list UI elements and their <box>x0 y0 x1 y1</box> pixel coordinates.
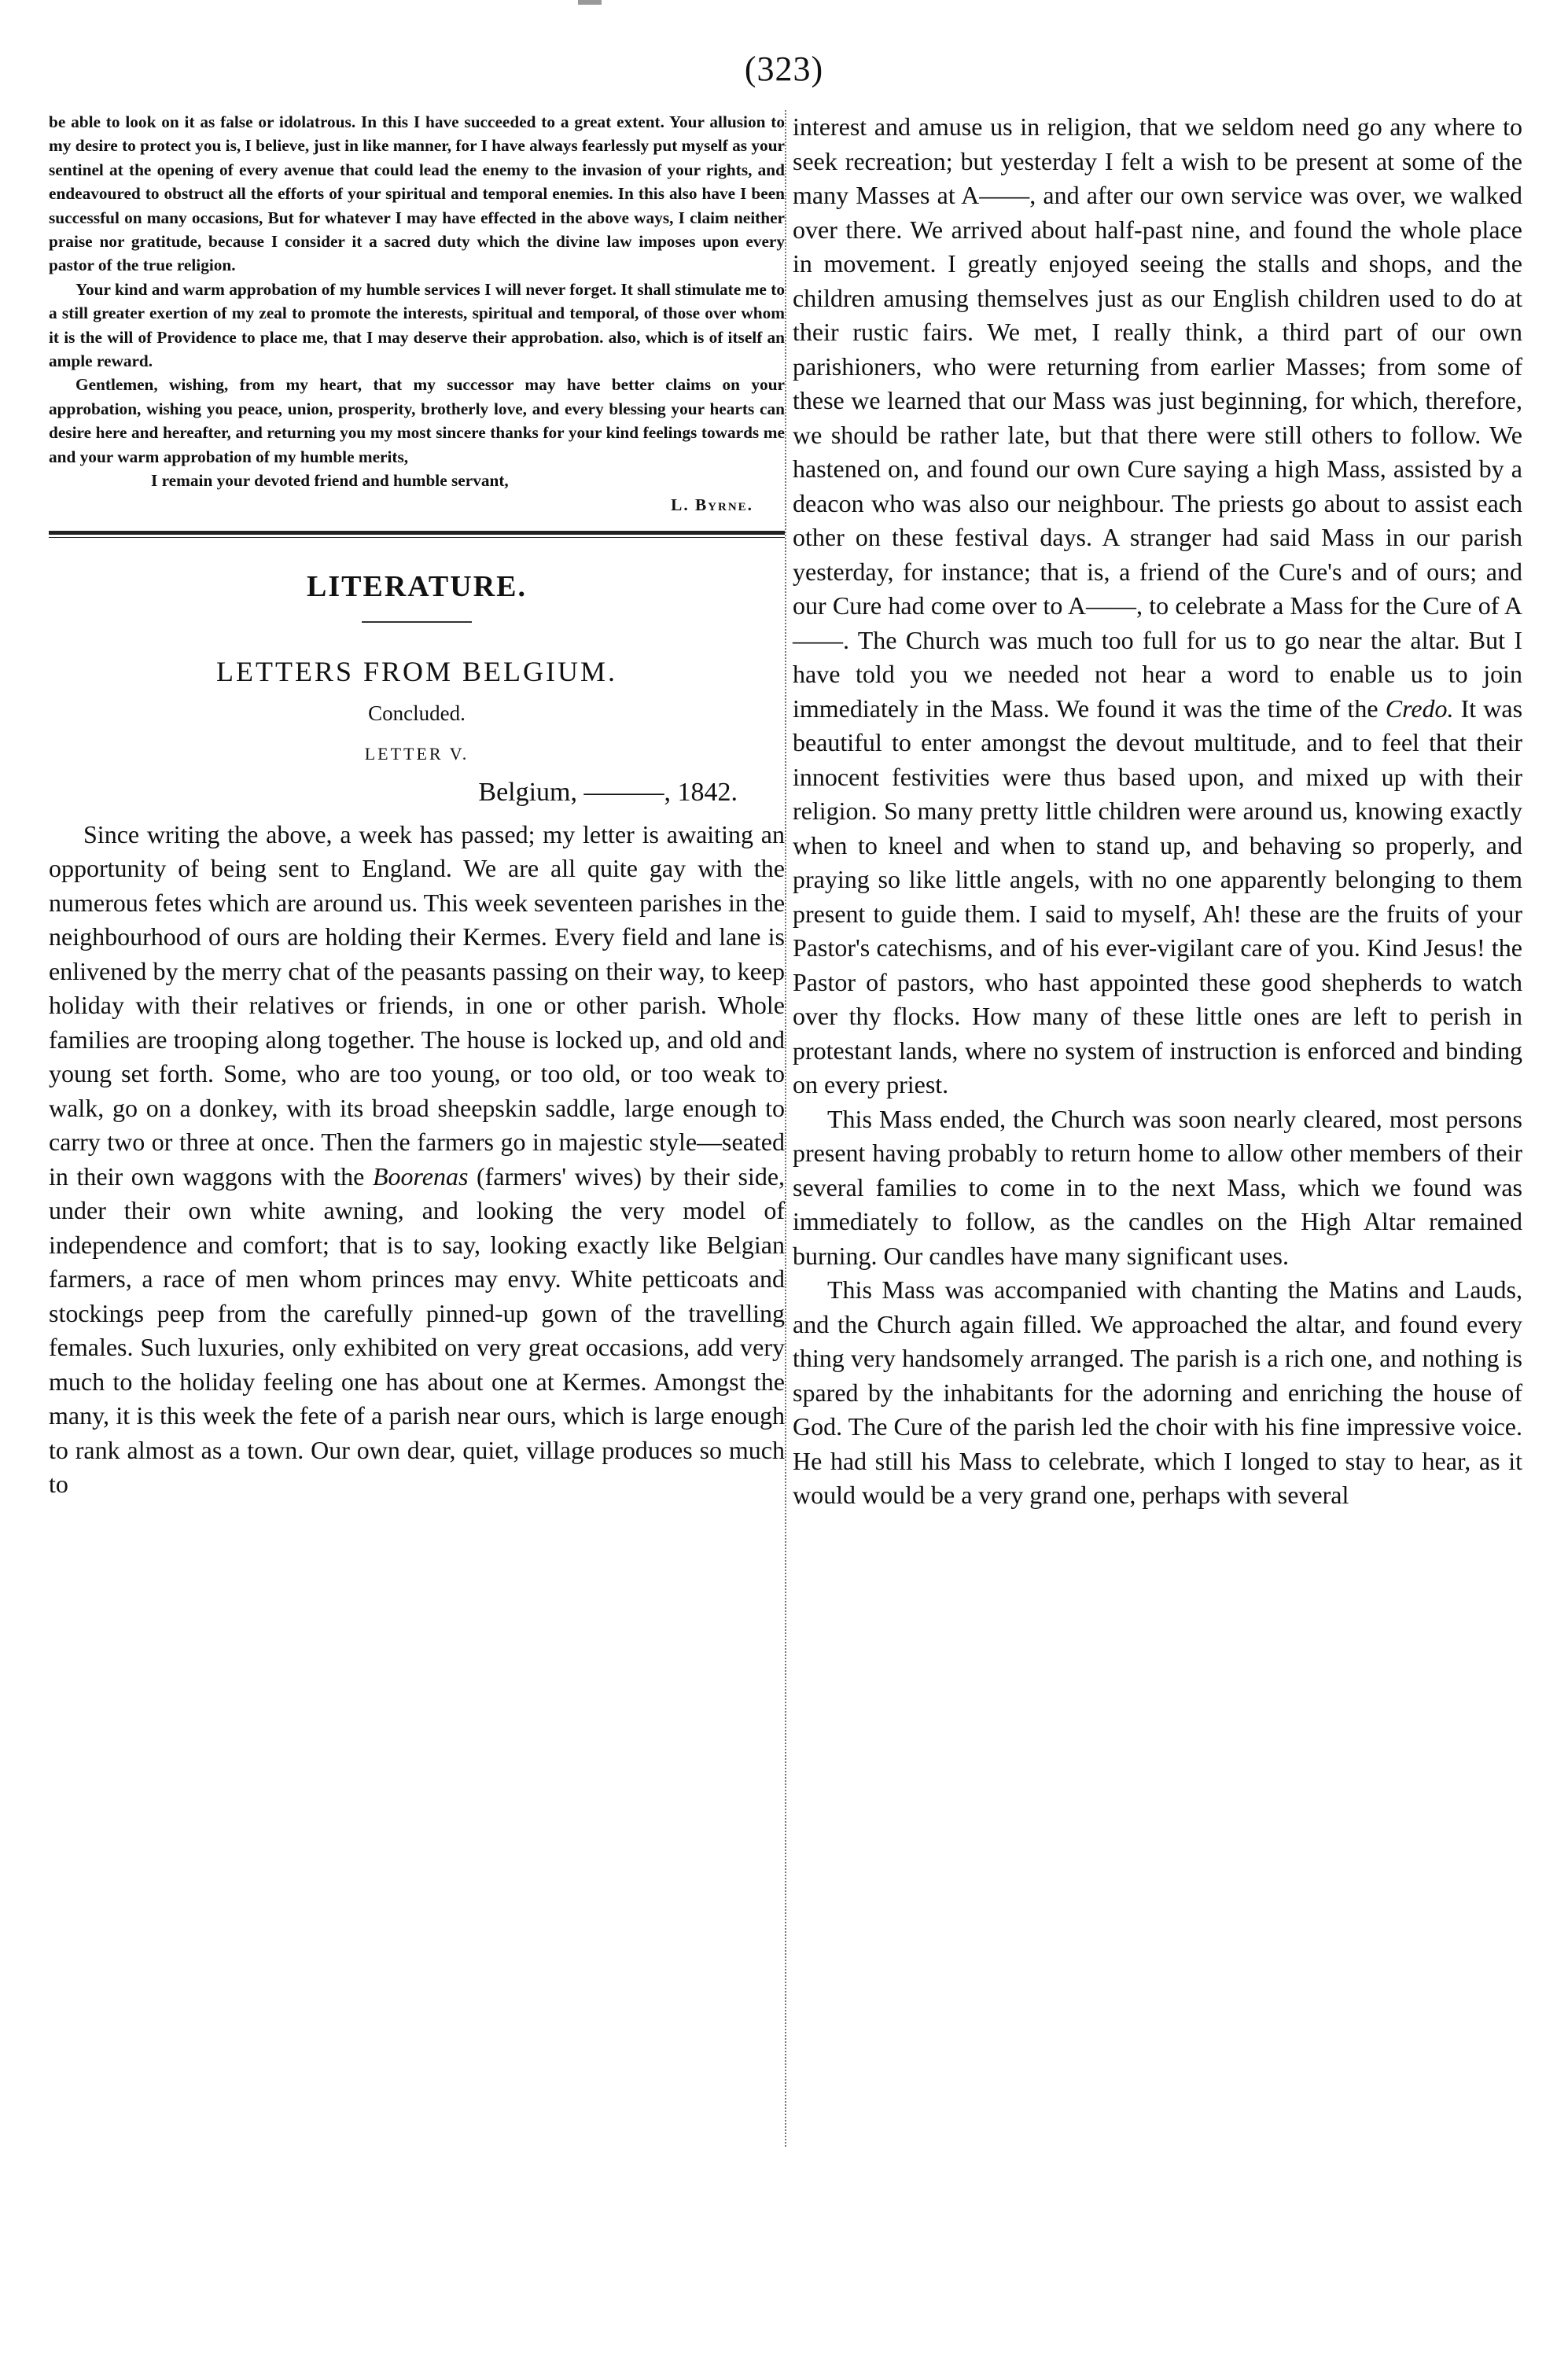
article-paragraph <box>49 818 785 1502</box>
article-paragraph: This Mass was accompanied with chanting the Matins and Lauds, and the Church again filled. We approached the altar, and found every thing very handsomely arranged. The parish is a rich one, and nothing is spared by the inhabitants for the adorning and enriching the house of God. The Cure of the parish led the choir with his fine impressive voice. He had still his Mass to celebrate, which I longed to stay to hear, as it would would be a very grand one, perhaps with several <box>793 1275 1522 1509</box>
letter-label: LETTER V. <box>364 743 469 764</box>
letter-signature: L. Byrne. <box>671 495 753 514</box>
column-divider <box>785 110 786 2147</box>
article-text: interest and amuse us in religion, that we seldom need go any where to seek recreation; but yesterday I felt a wish to be present at some of the many Masses at A——, and after our own service was over, we walked over there. We arrived about half-past nine, and found the whole place in movement. I greatly enjoyed seeing the stalls and shops, and the children amusing themselves just as our English children used to do at their rustic fairs. We met, I really think, a third part of our own parishioners, who were returning from earlier Masses; from some of these we learned that our Mass was just beginning, for which, therefore, we should be rather late, but that there were still others to follow. We hastened on, and found our own Cure saying a high Mass, assisted by a deacon who was also our neighbour. The priests go about to assist each other on these festival days. A stranger had said Mass in our parish yesterday, for instance; that is, a friend of the Cure's and of ours; and our Cure had come over to A——, to celebrate a Mass for the Cure of A——. The Church was much too full for us to go near the altar. But I have told you we needed not hear a word to enable us to join immediately in the Mass. We found it was the time of the <box>793 112 1522 723</box>
left-column <box>49 110 785 1502</box>
heading-underline <box>362 621 472 623</box>
section-heading: LITERATURE. <box>307 569 527 603</box>
article-text: (farmers' wives) by their side, under their own white awning, and looking the very model of independence and comfort; that is to say, looking exactly like Belgian farmers, a race of men whom princes may envy. White petticoats and stockings peep from the carefully pinned-up gown of the travelling females. Such luxuries, only exhibited on very great occasions, add very much to the holiday feeling one has about one at Kermes. Amongst the many, it is this week the fete of a parish near ours, which is large enough to rank almost as a town. Our own dear, quiet, village produces so much to <box>49 1161 786 1499</box>
article-paragraph <box>793 110 1522 1102</box>
letter-paragraph: Gentlemen, wishing, from my heart, that my successor may have better claims on your approbation, wishing you peace, union, prosperity, brotherly love, and every blessing your hearts can desire here and hereafter, and returning you my most sincere thanks for your kind feelings towards me and your warm approbation of my humble merits, <box>49 375 785 466</box>
page-number: (323) <box>744 50 824 88</box>
top-ink-mark <box>578 0 602 5</box>
italic-term: Credo. <box>1385 694 1454 723</box>
section-divider <box>49 531 785 538</box>
article-text: Since writing the above, a week has passed; my letter is awaiting an opportunity of being sent to England. We are all quite gay with the numerous fetes which are around us. This week seventeen parishes in the neighbourhood of ours are holding their Kermes. Every field and lane is enlivened by the merry chat of the peasants passing on their way, to keep holiday with their relatives or friends, in one or other parish. Whole families are trooping along together. The house is locked up, and old and young set forth. Some, who are too young, or too old, or too weak to walk, go on a donkey, with its broad sheepskin saddle, large enough to carry two or three at once. Then the farmers go in majestic style—seated in their own waggons with the <box>49 819 786 1191</box>
article-text: It was beautiful to enter amongst the devout multitude, and to feel that their innocent festivities were thus based upon, and mixed up with their religion. So many pretty little children were around us, knowing exactly when to kneel and when to stand up, and behaving so properly, and praying so like little angels, with no one apparently belonging to them present to guide them. I said to myself, Ah! these are the fruits of your Pastor's catechisms, and of his ever-vigilant care of you. Kind Jesus! the Pastor of pastors, who hast appointed these good shepherds to watch over thy flocks. How many of these little ones are left to perish in protestant lands, where no system of instruction is enforced and binding on every priest. <box>793 694 1523 1099</box>
letter-paragraph: Your kind and warm approbation of my humble services I will never forget. It shall stimulate me to a still greater exertion of my zeal to promote the interests, spiritual and temporal, of those over whom it is the will of Providence to place me, that I may deserve their approbation. also, which is of itself an ample reward. <box>49 279 785 371</box>
dateline: Belgium, ———, 1842. <box>478 777 738 807</box>
article-subtitle: Concluded. <box>368 701 466 725</box>
right-column <box>793 110 1522 1513</box>
article-paragraph: This Mass ended, the Church was soon nearly cleared, most persons present having probably to return home to allow other members of their several families to come in to the next Mass, which we found was immediately to follow, as the candles on the High Altar remained burning. Our candles have many significant uses. <box>793 1104 1522 1270</box>
letter-paragraph: be able to look on it as false or idolatrous. In this I have succeeded to a great extent. Your allusion to my desire to protect you is, I believe, just in like manner, for I have always fearlessly put myself as your sentinel at the opening of every avenue that could lead the enemy to the invasion of your rights, and endeavoured to obstruct all the efforts of your spiritual and temporal enemies. In this also have I been successful on many occasions, But for whatever I may have effected in the above ways, I claim neither praise nor gratitude, because I consider it a sacred duty which the divine law imposes upon every pastor of the true religion. <box>49 112 785 275</box>
letter-closing: I remain your devoted friend and humble servant, <box>151 471 509 491</box>
article-title: LETTERS FROM BELGIUM. <box>215 655 617 687</box>
italic-term: Boorenas <box>372 1161 469 1191</box>
